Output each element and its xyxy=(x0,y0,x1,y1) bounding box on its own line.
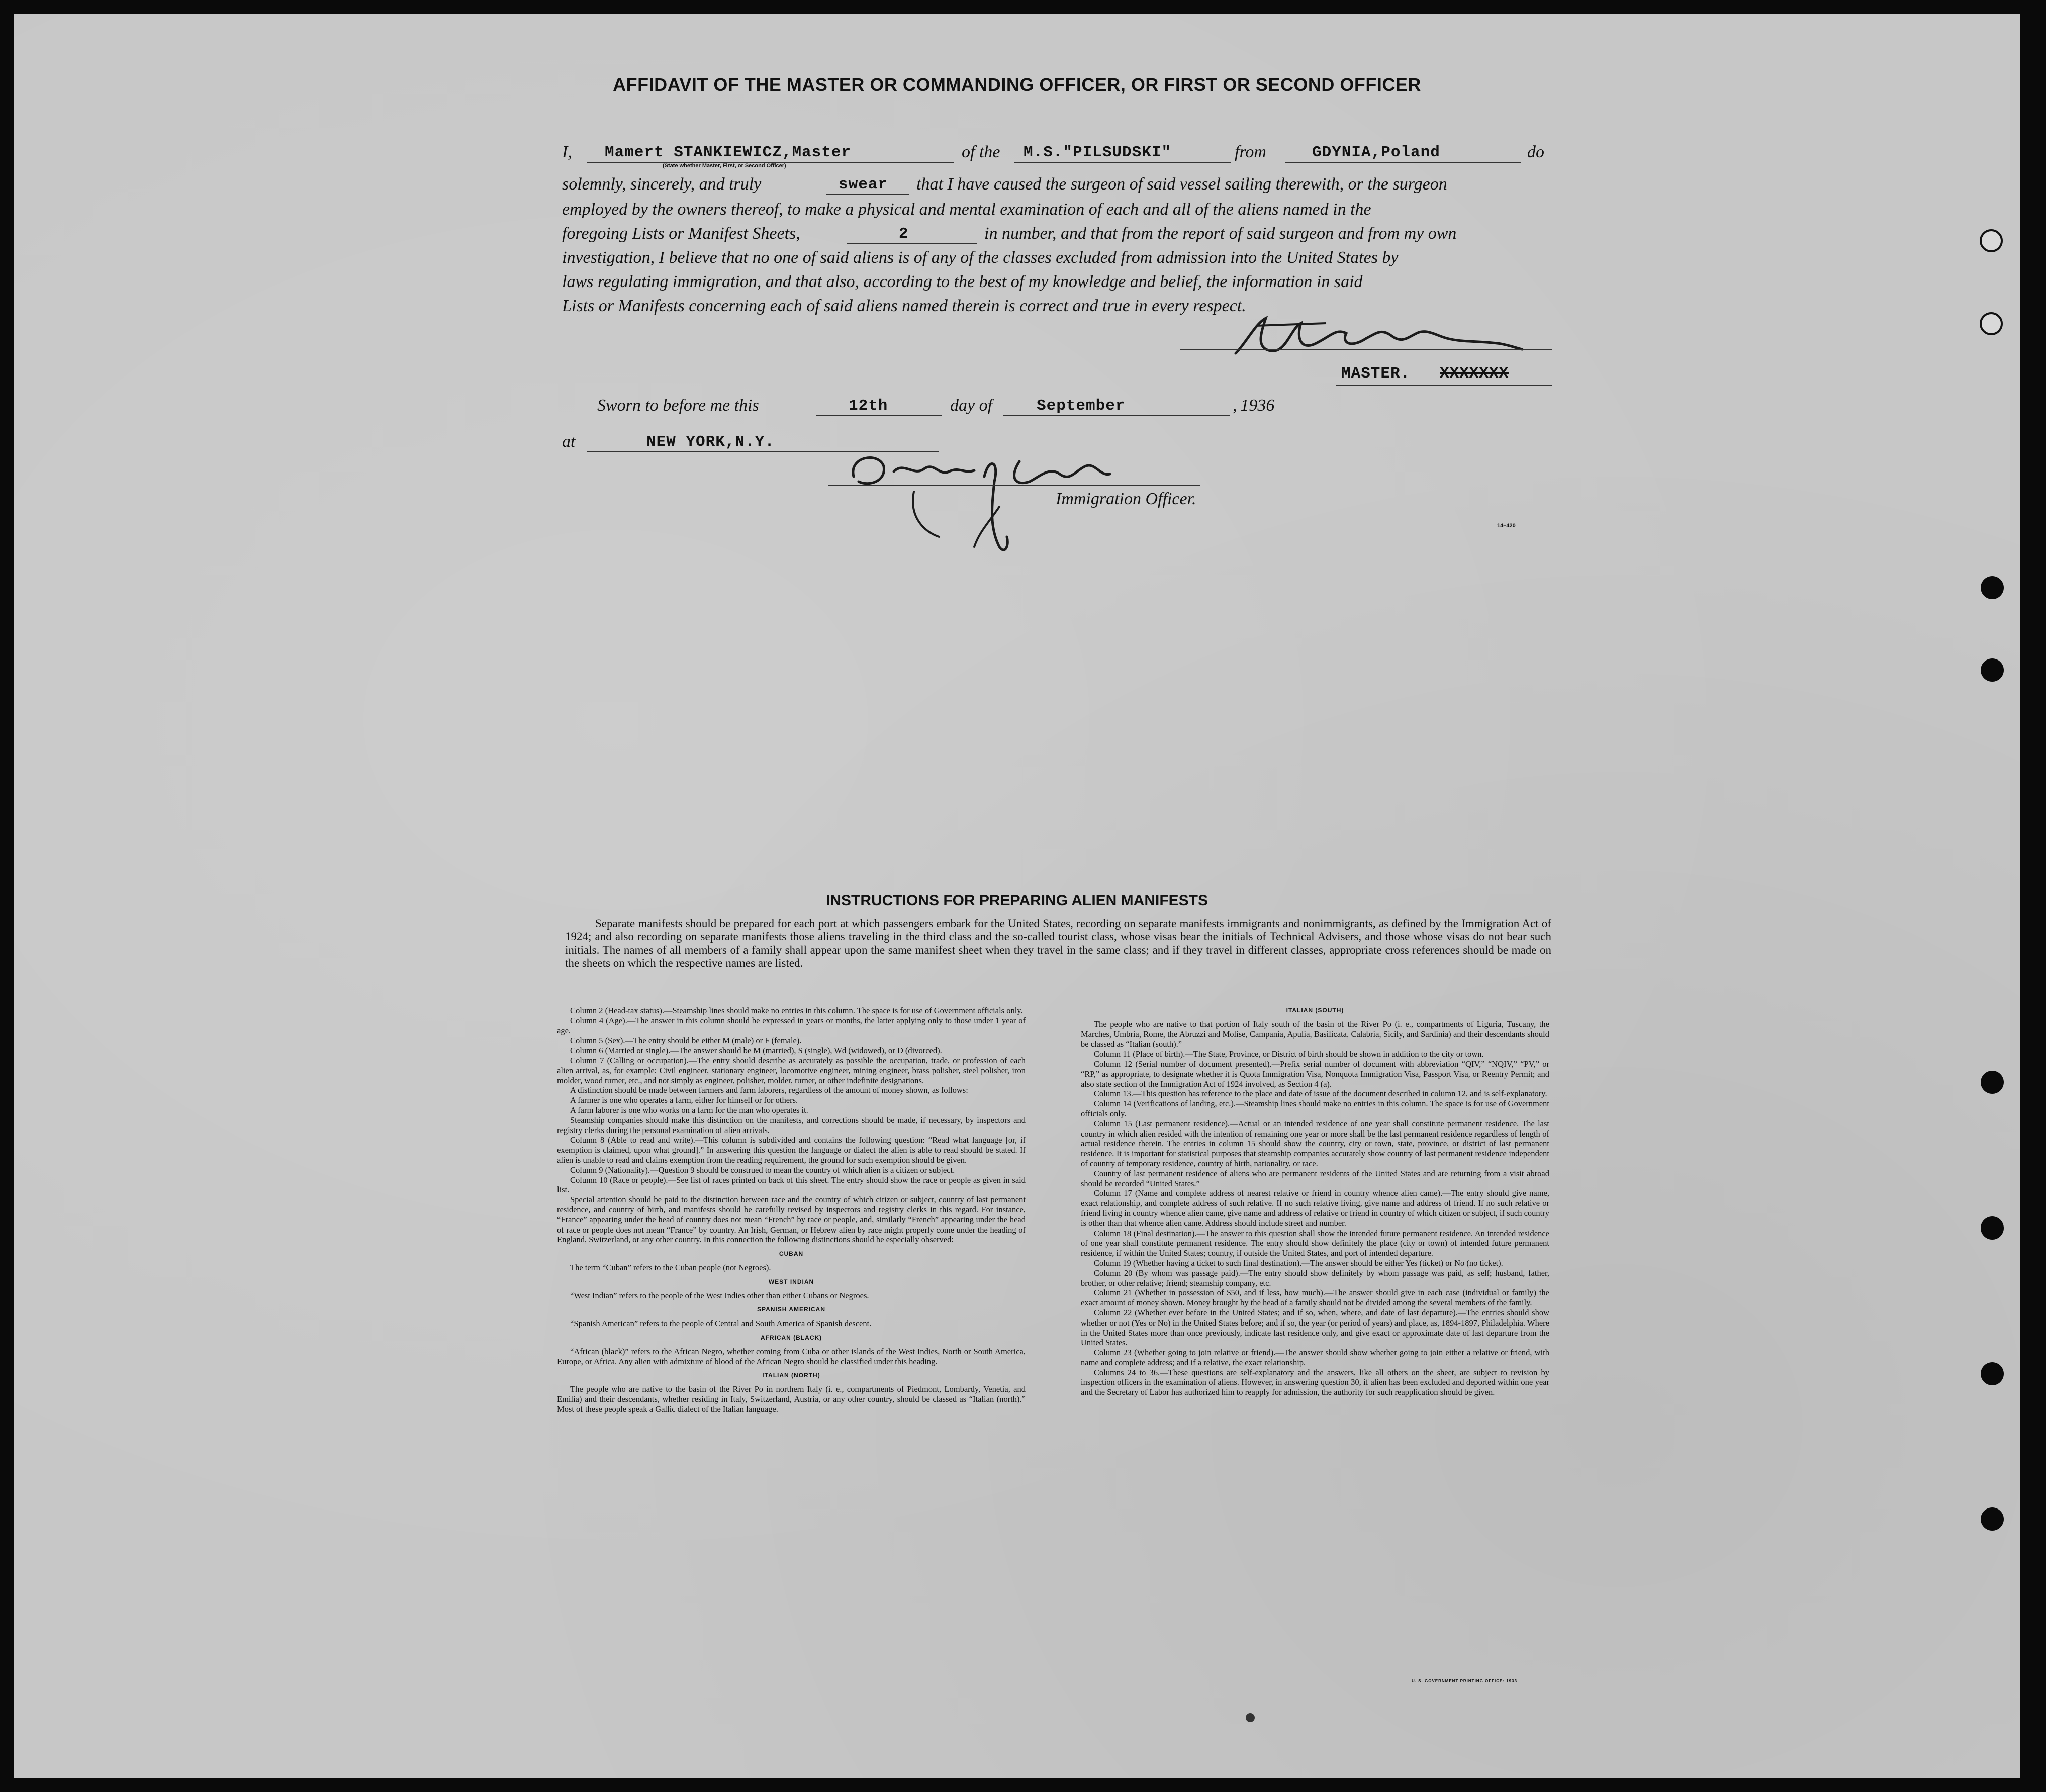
instructions-intro: Separate manifests should be prepared for each port at which passengers embark for the United States, recording on separate manifests immigrants and nonimmigrants, as defined by the Immigration Act of 1924; and also recording on separate manifests those aliens traveling in the third class and the so-called tourist class, whose visas bear the initials of Technical Advisers, and those whose visas do not bear such initials. The names of all members of a family shall appear upon the same manifest sheet when they travel in the same class; and if they travel in different classes, appropriate cross references should be made on the sheets on which the respective names are listed. xyxy=(565,917,1551,969)
day-of-label: day of xyxy=(950,396,993,415)
steamship-paragraph: Steamship companies should make this distinction on the manifests, and corrections should be made, if necessary, by inspectors and registry clerks during the personal examination of alien arrivals. xyxy=(557,1115,1026,1135)
heading-african: AFRICAN (BLACK) xyxy=(760,1334,822,1341)
line4-end: in number, and that from the report of said surgeon and from my own xyxy=(984,224,1457,243)
col12-paragraph: Column 12 (Serial number of document presented).—Prefix serial number of document with abbreviation “QIV,” “NQIV,” “PV,” or “RP,” as appropriate, to designate whether it is Quota Immigration Visa, Nonquota Immigration Visa, Passport Visa, or Reentry Permit; and also state section of the Immigration Act of 1924 involved, as Section 4 (a). xyxy=(1081,1059,1549,1089)
port-rule xyxy=(1285,162,1521,163)
line4-start: foregoing Lists or Manifest Sheets, xyxy=(562,224,800,243)
affidavit-line-6: laws regulating immigration, and that also, according to the best of my knowledge and belief, the information in said xyxy=(562,272,1363,291)
instructions-right-column xyxy=(1081,1006,1549,1397)
instructions-left-column xyxy=(557,1006,1026,1414)
col15-paragraph: Column 15 (Last permanent residence).—Actual or an intended residence of one year shall constitute permanent residence. The last country in which alien resided with the intention of remaining one year or more shall be the last permanent residence regardless of length of actual residence therein. The entries in column 15 should show the country, city or town, state, province, or district of last permanent residence. It is important for statistical purposes that steamship companies accurately show country of last permanent residence independent of country of temporary residence, country of birth, nationality, or race. xyxy=(1081,1118,1549,1168)
master-signature-rule xyxy=(1180,349,1552,350)
col21-paragraph: Column 21 (Whether in possession of $50, and if less, how much).—The answer should give in each case (individual or family) the exact amount of money shown. Money brought by the head of a family should not be divided among the several members of the family. xyxy=(1081,1288,1549,1308)
day-value: 12th xyxy=(849,397,888,415)
col14-paragraph: Column 14 (Verifications of landing, etc.).—Steamship lines should make no entries in this column. The space is for use of Government officials only. xyxy=(1081,1099,1549,1118)
master-name-value: Mamert STANKIEWICZ,Master xyxy=(605,144,852,161)
col18-paragraph: Column 18 (Final destination).—The answer to this question shall show the intended future permanent residence. An intended residence of one year shall constitute permanent residence. The entry should show definitely the place (city or town) of intended future permanent residence, if within the United States; country, if outside the United States, and port of intended departure. xyxy=(1081,1228,1549,1258)
col4-paragraph: Column 4 (Age).—The answer in this column should be expressed in years or months, the latter applying only to those under 1 year of age. xyxy=(557,1015,1026,1035)
sheets-rule xyxy=(847,243,977,244)
at-label: at xyxy=(562,432,576,451)
printing-office-imprint: U. S. GOVERNMENT PRINTING OFFICE: 1933 xyxy=(1412,1679,1518,1683)
col24-36-paragraph: Columns 24 to 36.—These questions are self-explanatory and the answers, like all others on the sheet, are subject to revision by inspection officers in the examination of aliens. However, in answering question 30, if alien has been excluded and deported within one year and the Secretary of Labor has authorized him to reapply for admission, the authority for such reapplication should be given. xyxy=(1081,1367,1549,1397)
heading-west-indian: WEST INDIAN xyxy=(768,1278,814,1285)
place-value: NEW YORK,N.Y. xyxy=(646,433,775,451)
instructions-title: INSTRUCTIONS FOR PREPARING ALIEN MANIFESTS xyxy=(825,892,1208,909)
oath-value: swear xyxy=(839,176,888,194)
oath-rule xyxy=(826,194,909,195)
country-residence-paragraph: Country of last permanent residence of aliens who are permanent residents of the United States and are returning from a visit abroad should be recorded “United States.” xyxy=(1081,1168,1549,1188)
master-title-rule xyxy=(1336,385,1552,386)
sworn-start: Sworn to before me this xyxy=(597,396,759,415)
month-rule xyxy=(1003,415,1230,416)
special-attention-paragraph: Special attention should be paid to the distinction between race and the country of which citizen or subject, country of last permanent residence, and country of birth, and manifests should be carefully revised by inspectors and registry clerks in this regard. For instance, “France” appearing under the head of country does not mean “French” by race or people, and, similarly “French” appearing under the head of race or people does not mean “France” by country. An Irish, German, or Hebrew alien by race might properly come under the heading of England, Switzerland, or any other country. In this connection the following distinctions should be especially observed: xyxy=(557,1195,1026,1245)
punch-hole xyxy=(1981,1362,2004,1385)
master-signature xyxy=(1226,313,1527,368)
punch-hole xyxy=(1981,1216,2004,1240)
label-of-the: of the xyxy=(962,143,1000,161)
punch-hole xyxy=(1980,312,2003,335)
col10-paragraph: Column 10 (Race or people).—See list of races printed on back of this sheet. The entry should show the race or people as given in said list. xyxy=(557,1175,1026,1195)
form-number: 14–420 xyxy=(1497,523,1516,529)
punch-hole xyxy=(1981,1507,2004,1531)
port-value: GDYNIA,Poland xyxy=(1312,144,1440,161)
rank-note: (State whether Master, First, or Second Officer) xyxy=(663,163,786,169)
col5-paragraph: Column 5 (Sex).—The entry should be either M (male) or F (female). xyxy=(570,1035,802,1046)
col22-paragraph: Column 22 (Whether ever before in the United States; and if so, when, where, and date of last departure).—The entries should show whether or not (Yes or No) in the United States before; and if so, the year (or period of years) and place, as, 1894-1897, Philadelphia. Where in the United States more than once previously, indicate last residence only, and give exact or approximate date of last departure from the United States. xyxy=(1081,1307,1549,1348)
col17-paragraph: Column 17 (Name and complete address of nearest relative or friend in country whence alien came).—The entry should give name, exact relationship, and complete address of such relative. If no such relative living, give name and address of friend. If no such relative or friend living in country whence alien came, give name and address of relative or friend in country of which citizen or subject, if such country is other than that whence alien came. Address should include street and number. xyxy=(1081,1188,1549,1228)
sworn-line xyxy=(597,394,759,417)
west-indian-paragraph: “West Indian” refers to the people of the West Indies other than either Cubans or Negroes. xyxy=(570,1290,869,1300)
col8-paragraph: Column 8 (Able to read and write).—This column is subdivided and contains the following question: “Read what language [or, if exemption is claimed, upon what ground].” In answering this question the language or dialect the alien is able to read should be stated. If alien is unable to read and claims exemption from the reading requirement, the ground for such exemption should be given. xyxy=(557,1135,1026,1165)
master-label: MASTER. xyxy=(1341,365,1411,383)
farmer-paragraph: A farmer is one who operates a farm, either for himself or for others. xyxy=(570,1095,798,1105)
african-paragraph: “African (black)” refers to the African Negro, whether coming from Cuba or other islands of the West Indies, North or South America, Europe, or Africa. Any alien with admixture of blood of the African Negro should be classified under this heading. xyxy=(557,1346,1026,1366)
punch-hole xyxy=(1981,658,2004,682)
farmer-distinction-paragraph: A distinction should be made between farmers and farm laborers, regardless of the amount of money shown, as follows: xyxy=(570,1085,968,1095)
vessel-rule xyxy=(1014,162,1231,163)
sheets-value: 2 xyxy=(899,225,909,243)
heading-italian-north: ITALIAN (NORTH) xyxy=(762,1372,820,1379)
month-value: September xyxy=(1037,397,1126,415)
affidavit-line-3: employed by the owners thereof, to make a physical and mental examination of each and all of the aliens named in the xyxy=(562,200,1371,219)
italian-south-paragraph: The people who are native to that portion of Italy south of the basin of the River Po (i. e., compartments of Liguria, Tuscany, the Marches, Umbria, Rome, the Abruzzi and Molise, Campania, Apulia, Basilicata, Calabria, Sicily, and Sardinia) and their descendants should be classed as “Italian (south).” xyxy=(1081,1019,1549,1049)
heading-cuban: CUBAN xyxy=(779,1250,804,1258)
col11-paragraph: Column 11 (Place of birth).—The State, Province, or District of birth should be shown in addition to the city or town. xyxy=(1094,1049,1484,1059)
punch-hole xyxy=(1981,576,2004,599)
label-i: I, xyxy=(562,143,572,161)
affidavit-line-5: investigation, I believe that no one of said aliens is of any of the classes excluded from admission into the United States by xyxy=(562,248,1399,267)
label-do: do xyxy=(1527,143,1544,161)
heading-italian-south: ITALIAN (SOUTH) xyxy=(1286,1007,1344,1014)
col13-paragraph: Column 13.—This question has reference to the place and date of issue of the document described in column 12, and is self-explanatory. xyxy=(1094,1089,1547,1099)
manifest-page xyxy=(14,14,2020,1778)
col7-paragraph: Column 7 (Calling or occupation).—The entry should describe as accurately as possible the occupation, trade, or profession of each alien arrival, as, for example: Civil engineer, stationary engineer, locomotive engineer, mining engineer, brass polisher, steel polisher, iron molder, wood turner, etc., and not simply as engineer, polisher, molder, turner, or other indefinite designations. xyxy=(557,1055,1026,1085)
col6-paragraph: Column 6 (Married or single).—The answer should be M (married), S (single), Wd (widowed), or D (divorced). xyxy=(570,1046,942,1056)
spanish-american-paragraph: “Spanish American” refers to the people of Central and South America of Spanish descent. xyxy=(570,1318,872,1329)
year-prefix: 19 xyxy=(1240,396,1258,415)
punch-hole xyxy=(1981,1071,2004,1094)
col9-paragraph: Column 9 (Nationality).—Question 9 should be construed to mean the country of which alien is a citizen or subject. xyxy=(570,1165,955,1175)
officer-signature-rule xyxy=(828,485,1200,486)
heading-spanish-american: SPANISH AMERICAN xyxy=(757,1306,825,1313)
ink-dot xyxy=(1246,1713,1255,1722)
italian-north-paragraph: The people who are native to the basin of the River Po in northern Italy (i. e., compartments of Piedmont, Lombardy, Venetia, and Emilia) and their descendants, whether residing in Italy, Switzerland, Austria, or any other country, should be classed as “Italian (north).” Most of these people speak a Gallic dialect of the Italian language. xyxy=(557,1384,1026,1414)
affidavit-title: AFFIDAVIT OF THE MASTER OR COMMANDING OFFICER, OR FIRST OR SECOND OFFICER xyxy=(613,74,1421,95)
farm-laborer-paragraph: A farm laborer is one who works on a farm for the man who operates it. xyxy=(570,1105,808,1115)
line2-end: that I have caused the surgeon of said vessel sailing therewith, or the surgeon xyxy=(916,175,1447,194)
col2-paragraph: Column 2 (Head-tax status).—Steamship lines should make no entries in this column. The space is for use of Government officials only. xyxy=(570,1006,1023,1015)
col20-paragraph: Column 20 (By whom was passage paid).—The entry should show definitely by whom passage was paid, as self; husband, father, brother, or other relative; friend; steamship company, etc. xyxy=(1081,1268,1549,1288)
col23-paragraph: Column 23 (Whether going to join relative or friend).—The answer should show whether going to join either a relative or friend, with name and complete address; and if a relative, the exact relationship. xyxy=(1081,1348,1549,1367)
affidavit-line-7: Lists or Manifests concerning each of said aliens named therein is correct and true in every respect. xyxy=(562,297,1246,315)
cuban-paragraph: The term “Cuban” refers to the Cuban people (not Negroes). xyxy=(570,1262,771,1272)
officer-label: Immigration Officer. xyxy=(1056,490,1196,508)
year-value: 36 xyxy=(1257,396,1275,415)
col19-paragraph: Column 19 (Whether having a ticket to such final destination).—The answer should be either Yes (ticket) or No (no ticket). xyxy=(1094,1258,1503,1268)
label-from: from xyxy=(1235,143,1266,161)
punch-hole xyxy=(1980,229,2003,252)
day-rule xyxy=(816,415,942,416)
vessel-value: M.S."PILSUDSKI" xyxy=(1024,144,1172,161)
master-struck-label: XXXXXXX xyxy=(1440,365,1509,383)
year-line: , 1936 xyxy=(1233,396,1275,415)
line2-start: solemnly, sincerely, and truly xyxy=(562,175,762,194)
